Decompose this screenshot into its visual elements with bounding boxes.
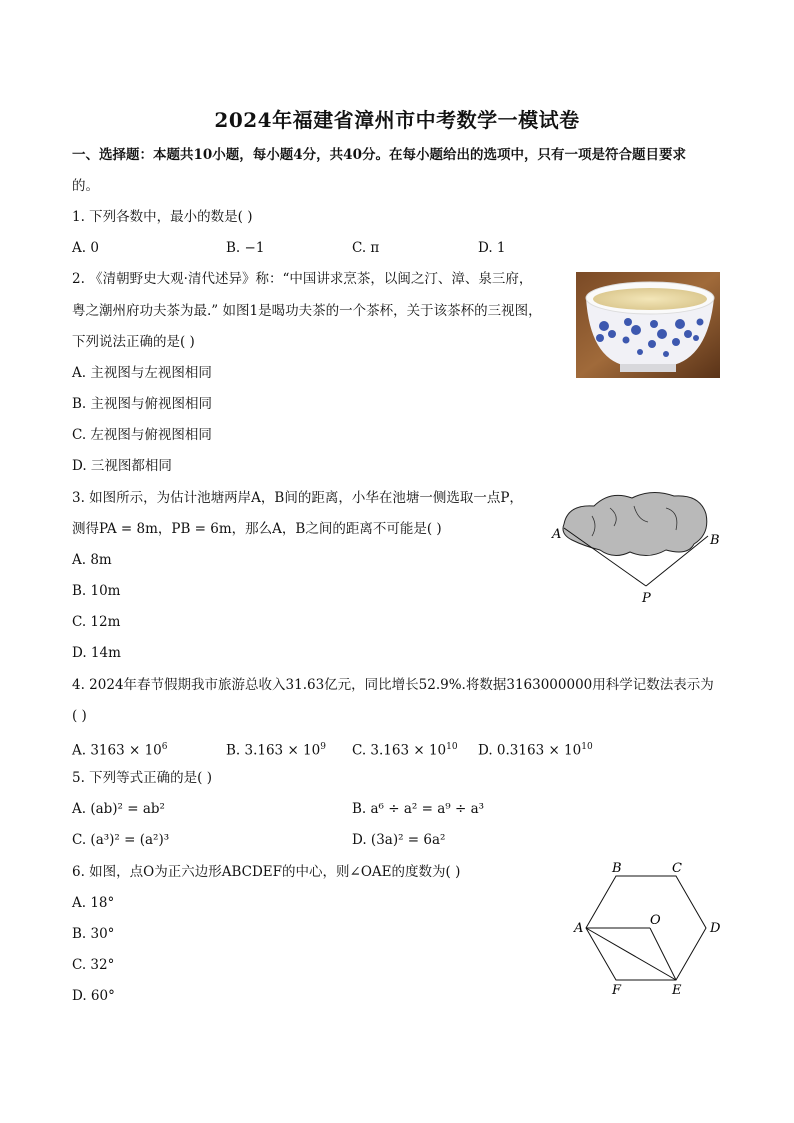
- q1-option-c: C. π: [352, 240, 380, 256]
- point-a-label: A: [552, 527, 562, 542]
- vertex-c-label: C: [672, 861, 682, 876]
- q4-option-b: B. $3.163 \times 10^9$: [226, 742, 326, 759]
- section-instruction-line2: 的。: [72, 178, 99, 194]
- q4-line1: 4. 2024年春节假期我市旅游总收入31.63亿元，同比增长52.9%.将数据3163000000用科学记数法表示为: [72, 677, 714, 693]
- vertex-d-label: D: [710, 921, 721, 936]
- q2-option-a: A. 主视图与左视图相同: [72, 365, 212, 381]
- q6-option-d: D. 60°: [72, 988, 115, 1004]
- q5-option-c: C. (a³)² = (a²)³: [72, 832, 170, 848]
- center-o-label: O: [650, 913, 661, 928]
- q5-option-a: A. (ab)² = ab²: [72, 801, 165, 817]
- q2-option-d: D. 三视图都相同: [72, 458, 172, 474]
- q3-line1: 3. 如图所示，为估计池塘两岸A，B间的距离，小华在池塘一侧选取一点P，: [72, 490, 523, 506]
- q1-option-a: A. 0: [72, 240, 99, 256]
- q5-stem: 5. 下列等式正确的是( ): [72, 770, 212, 786]
- q2-line2: 粤之潮州府功夫茶为最.” 如图1是喝功夫茶的一个茶杯，关于该茶杯的三视图，: [72, 303, 542, 319]
- q6-stem: 6. 如图，点O为正六边形ABCDEF的中心，则∠OAE的度数为( ): [72, 864, 461, 880]
- q5-option-d: D. (3a)² = 6a²: [352, 832, 446, 848]
- hexagon-diagram: [572, 858, 724, 1000]
- q4-option-d: D. $0.3163 \times 10^{10}$: [478, 742, 593, 759]
- q2-line1: 2. 《清朝野史大观·清代述异》称：“中国讲求烹茶，以闽之汀、漳、泉三府，: [72, 271, 533, 287]
- q1-option-d: D. 1: [478, 240, 506, 256]
- point-p-label: P: [642, 591, 651, 606]
- q5-option-b: B. a⁶ ÷ a² = a⁹ ÷ a³: [352, 801, 485, 817]
- vertex-a-label: A: [574, 921, 584, 936]
- vertex-b-label: B: [612, 861, 622, 876]
- q4-line2: ( ): [72, 708, 87, 724]
- vertex-e-label: E: [672, 983, 682, 998]
- section-instruction-line1: 一、选择题：本题共10小题，每小题4分，共40分。在每小题给出的选项中，只有一项是符合题目要求: [72, 147, 686, 163]
- q2-option-b: B. 主视图与俯视图相同: [72, 396, 213, 412]
- vertex-f-label: F: [612, 983, 622, 998]
- q3-line2: 测得PA = 8m，PB = 6m，那么A，B之间的距离不可能是( ): [72, 521, 442, 537]
- q3-option-d: D. 14m: [72, 645, 121, 661]
- q1-stem: 1. 下列各数中，最小的数是( ): [72, 209, 253, 225]
- pond-diagram: [548, 486, 724, 608]
- q4-option-c: C. $3.163 \times 10^{10}$: [352, 742, 458, 759]
- q2-option-c: C. 左视图与俯视图相同: [72, 427, 212, 443]
- q6-option-a: A. 18°: [72, 895, 115, 911]
- q3-option-b: B. 10m: [72, 583, 121, 599]
- exam-title: 2024年福建省漳州市中考数学一模试卷: [214, 108, 580, 132]
- q6-option-b: B. 30°: [72, 926, 115, 942]
- q3-option-c: C. 12m: [72, 614, 121, 630]
- q1-option-b: B. −1: [226, 240, 265, 256]
- q6-option-c: C. 32°: [72, 957, 115, 973]
- q4-option-a: A. $3163 \times 10^6$: [72, 742, 168, 759]
- tea-cup-photo: [576, 272, 720, 378]
- point-b-label: B: [710, 533, 720, 548]
- q3-option-a: A. 8m: [72, 552, 112, 568]
- q2-line3: 下列说法正确的是( ): [72, 334, 195, 350]
